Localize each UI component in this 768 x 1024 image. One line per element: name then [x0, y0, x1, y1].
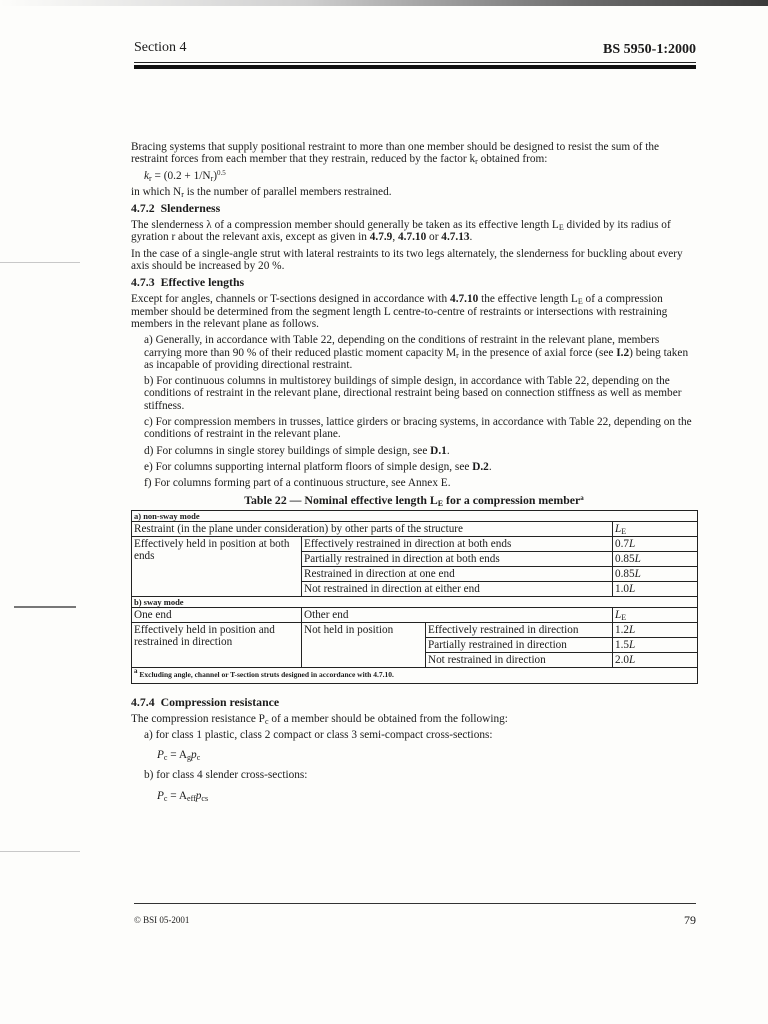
equation-pc-ag: $P_c = A_gp_c$ [157, 749, 201, 763]
le-value: 1.0L [613, 581, 698, 596]
scan-mark [14, 606, 76, 608]
heading-4-7-3: 4.7.3 Effective lengths [131, 275, 245, 290]
scan-edge-shadow [0, 0, 768, 6]
non-sway-header: Restraint (in the plane under consideration) by other parts of the structure [132, 521, 613, 536]
standard-number: BS 5950-1:2000 [603, 42, 696, 57]
table-row: Effectively restrained in direction [426, 622, 613, 637]
table-row: Not restrained in direction [426, 652, 613, 667]
table-row: Restrained in direction at one end [302, 566, 613, 581]
list-item-a: a) Generally, in accordance with Table 22, depending on the conditions of restraint in the relevant plane, members carrying more than 90 % of their reduced plastic moment capacity $M_r$ in the presence of axial force (see I.2) being taken as incapable of providing directional restraint. [144, 334, 689, 371]
table-22 [131, 510, 698, 684]
scan-mark [0, 851, 80, 852]
header-rule-thick [134, 65, 696, 69]
le-value: 0.85L [613, 566, 698, 581]
list-item-d: d) For columns in single storey buildings of simple design, see D.1. [144, 444, 450, 457]
list-item-f: f) For columns forming part of a continuous structure, see Annex E. [144, 477, 451, 490]
equation-pc-aeff: $P_c = A_{eff}p_{cs}$ [157, 789, 209, 803]
scan-mark [0, 262, 80, 263]
table-row: Partially restrained in direction at both ends [302, 551, 613, 566]
le-header: $L_E$ [613, 521, 698, 536]
class-4-item: b) for class 4 slender cross-sections: [144, 769, 308, 782]
list-item-e: e) For columns supporting internal platform floors of simple design, see D.2. [144, 460, 492, 473]
le-header: $L_E$ [613, 607, 698, 622]
table-row: Partially restrained in direction [426, 637, 613, 652]
le-value: 1.2L [613, 622, 698, 637]
le-value: 2.0L [613, 652, 698, 667]
le-value: 0.85L [613, 551, 698, 566]
le-value: 1.5L [613, 637, 698, 652]
compression-resistance-paragraph: The compression resistance $P_c$ of a member should be obtained from the following: [131, 712, 508, 726]
page-number: 79 [684, 913, 696, 927]
copyright-notice: © BSI 05-2001 [134, 915, 190, 925]
page-body [131, 141, 697, 806]
slenderness-paragraph: The slenderness λ of a compression member should generally be taken as its effective length $L_E$ divided by its radius of gyration r about the relevant axis, except as given in 4.7.9, 4.7.10 or 4.7.13. [131, 219, 671, 244]
class-1-3-item: a) for class 1 plastic, class 2 compact or class 3 semi-compact cross-sections: [144, 728, 493, 741]
list-item-b: b) For continuous columns in multistorey buildings of simple design, in accordance with Table 22, depending on the conditions of restraint in the relevant plane, directional restraint being based on connection stiffness as well as member stiffness. [144, 375, 682, 412]
effective-length-paragraph: Except for angles, channels or T-sections designed in accordance with 4.7.10 the effective length $L_E$ of a compression member should be determined from the segment length L centre-to-centre of restraints or intersections with restraining members in the relevant plane as follows. [131, 293, 668, 330]
bracing-where: in which $N_r$ is the number of parallel members restrained. [131, 185, 392, 199]
heading-4-7-2: 4.7.2 Slenderness [131, 201, 221, 216]
non-sway-mode-label: a) non-sway mode [132, 510, 698, 521]
le-value: 0.7L [613, 536, 698, 551]
table-footnote: $^a$ Excluding angle, channel or T-section struts designed in accordance with 4.7.10. [132, 667, 698, 683]
table-row: Effectively restrained in direction at both ends [302, 536, 613, 551]
bracing-equation: $k_r = (0.2 + 1/N_r)^{0.5}$ [144, 168, 226, 183]
page-header [134, 38, 696, 58]
other-end-header: Other end [302, 607, 613, 622]
heading-4-7-4: 4.7.4 Compression resistance [131, 694, 280, 709]
list-item-c: c) For compression members in trusses, lattice girders or bracing systems, in accordance with Table 22, depending on the conditions of restraint in the relevant plane. [144, 416, 692, 441]
table-22-title: Table 22 — Nominal effective length $L_E$ for a compression member$^a$ [244, 492, 584, 508]
section-label: Section 4 [134, 40, 187, 55]
held-both-ends-cell: Effectively held in position at both ends [132, 536, 302, 596]
bracing-paragraph: Bracing systems that supply positional restraint to more than one member should be designed to resist the sum of the restraint forces from each member that they restrain, reduced by the factor $k_r$ obtained from: [131, 141, 660, 167]
table-row: Not restrained in direction at either end [302, 581, 613, 596]
footer-rule [134, 903, 696, 904]
sway-mode-label: b) sway mode [132, 596, 698, 607]
held-and-restrained-cell: Effectively held in position and restrained in direction [132, 622, 302, 667]
not-held-cell: Not held in position [302, 622, 426, 667]
one-end-header: One end [132, 607, 302, 622]
single-angle-paragraph: In the case of a single-angle strut with lateral restraints to its two legs alternately, the slenderness for buckling about every axis should be increased by 20 %. [131, 247, 683, 273]
header-rule-thin [134, 62, 696, 63]
